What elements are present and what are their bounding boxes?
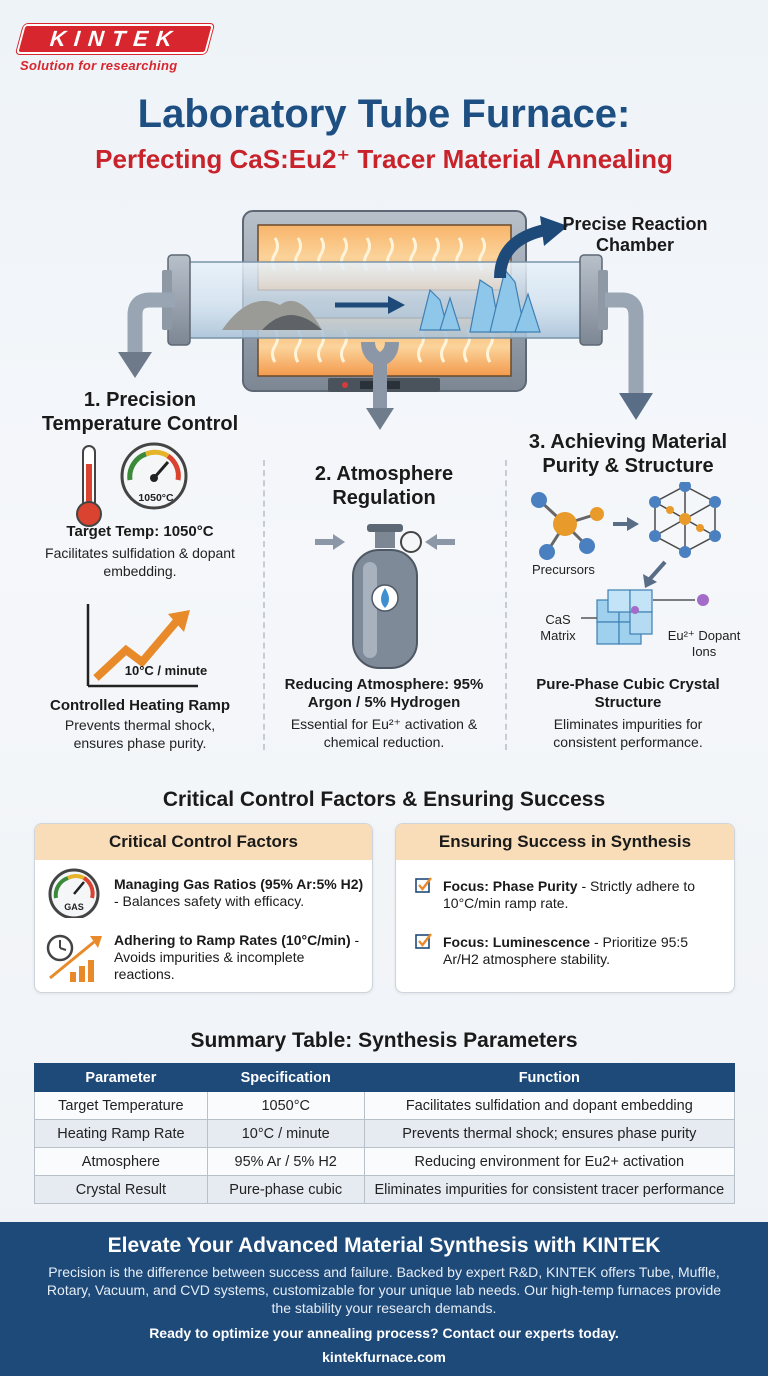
- target-temp-desc: Facilitates sulfidation & dopant embedding.: [45, 545, 235, 579]
- cas-matrix-label: CaS Matrix: [540, 612, 576, 643]
- factor-item-bold: Adhering to Ramp Rates (10°C/min): [114, 932, 351, 948]
- gauge-readout: 1050°C: [138, 492, 174, 504]
- factor-item-text: - Avoids impurities & incomplete reactions.: [114, 932, 360, 982]
- factor-item-text: - Balances safety with efficacy.: [114, 893, 305, 909]
- success-item-text: - Strictly adhere to 10°C/min ramp rate.: [443, 878, 696, 911]
- table-header-cell: Specification: [207, 1064, 364, 1092]
- column-1-title: 1. Precision Temperature Control: [41, 389, 239, 435]
- precursor-molecule-icon: [531, 492, 604, 560]
- table-cell: Target Temperature: [35, 1092, 208, 1120]
- dopant-ions-label: Eu²⁺ Dopant Ions: [667, 628, 741, 659]
- table-cell: Facilitates sulfidation and dopant embedding: [364, 1092, 734, 1120]
- column-3-title: 3. Achieving Material Purity & Structure: [528, 431, 728, 477]
- page-subtitle: Perfecting CaS:Eu2⁺ Tracer Material Annealing: [95, 144, 673, 174]
- target-temp-label: Target Temp: 1050°C: [66, 523, 214, 540]
- success-item-bold: Focus: Phase Purity: [443, 878, 578, 894]
- precursors-label: Precursors: [532, 562, 595, 577]
- logo-tagline: Solution for researching: [20, 58, 178, 73]
- table-header-row: [35, 1064, 735, 1092]
- table-cell: 95% Ar / 5% H2: [207, 1148, 364, 1176]
- table-cell: Crystal Result: [35, 1176, 208, 1204]
- cubic-crystal-icon: [597, 590, 652, 644]
- table-cell: Prevents thermal shock; ensures phase purity: [364, 1120, 734, 1148]
- page-title: Laboratory Tube Furnace:: [137, 92, 631, 136]
- table-row: [35, 1092, 735, 1120]
- logo-badge: [16, 24, 214, 54]
- crystal-structure-desc: Eliminates impurities for consistent performance.: [553, 716, 703, 750]
- column-2-title: 2. Atmosphere Regulation: [314, 463, 454, 509]
- footer-title: Elevate Your Advanced Material Synthesis with KINTEK: [107, 1234, 661, 1257]
- heating-ramp-desc: Prevents thermal shock, ensures phase purity.: [64, 717, 216, 751]
- success-item: [443, 878, 723, 912]
- table-row: [35, 1120, 735, 1148]
- gas-gauge-label: GAS: [64, 902, 84, 912]
- table-header-cell: Parameter: [35, 1064, 208, 1092]
- checkbox-icon: [415, 932, 433, 950]
- table-cell: Reducing environment for Eu2+ activation: [364, 1148, 734, 1176]
- factors-section-title: Critical Control Factors & Ensuring Success: [162, 788, 606, 811]
- table-cell: 10°C / minute: [207, 1120, 364, 1148]
- critical-factors-title: Critical Control Factors: [35, 824, 372, 860]
- logo-wordmark: KINTEK: [48, 26, 182, 51]
- checkbox-icon: [415, 876, 433, 894]
- footer-website-link[interactable]: kintekfurnace.com: [322, 1349, 446, 1365]
- table-row: [35, 1176, 735, 1204]
- column-divider: [263, 460, 265, 750]
- heating-ramp-label: Controlled Heating Ramp: [49, 697, 230, 714]
- factor-item: [114, 876, 364, 910]
- table-row: [35, 1148, 735, 1176]
- success-card-title: Ensuring Success in Synthesis: [396, 824, 734, 860]
- summary-table: [34, 1063, 735, 1204]
- chamber-label: Precise Reaction Chamber: [562, 214, 708, 255]
- factor-item-bold: Managing Gas Ratios (95% Ar:5% H2): [114, 876, 364, 892]
- table-cell: Atmosphere: [35, 1148, 208, 1176]
- atmosphere-label: Reducing Atmosphere: 95% Argon / 5% Hydrogen: [284, 676, 484, 711]
- success-item: [443, 934, 723, 968]
- crystal-structure-label: Pure-Phase Cubic Crystal Structure: [536, 676, 720, 711]
- brand-logo: [20, 24, 216, 73]
- footer-body: Precision is the difference between success and failure. Backed by expert R&D, KINTEK offers Tube, Muffle, Rotary, Vacuum, and CVD systems, customizable for your unique lab needs. Our high-temp furnaces provide the stability your research demands.: [46, 1264, 722, 1316]
- table-cell: 1050°C: [207, 1092, 364, 1120]
- ramp-rate-label: 10°C / minute: [124, 663, 208, 678]
- clock-ramp-icon: [46, 932, 104, 984]
- summary-title: Summary Table: Synthesis Parameters: [190, 1029, 578, 1052]
- footer-banner: [0, 1222, 768, 1376]
- table-cell: Pure-phase cubic: [207, 1176, 364, 1204]
- atmosphere-desc: Essential for Eu²⁺ activation & chemical reduction.: [290, 716, 478, 750]
- factor-item: [114, 932, 364, 983]
- gas-cylinder-icon: [315, 520, 455, 670]
- table-header-cell: Function: [364, 1064, 734, 1092]
- thermometer-icon: [72, 444, 106, 530]
- success-item-text: - Prioritize 95:5 Ar/H2 atmosphere stability.: [443, 934, 689, 967]
- success-item-bold: Focus: Luminescence: [443, 934, 591, 950]
- table-cell: Eliminates impurities for consistent tracer performance: [364, 1176, 734, 1204]
- footer-cta[interactable]: Ready to optimize your annealing process? Contact our experts today.: [149, 1325, 619, 1341]
- table-cell: Heating Ramp Rate: [35, 1120, 208, 1148]
- column-divider: [505, 460, 507, 750]
